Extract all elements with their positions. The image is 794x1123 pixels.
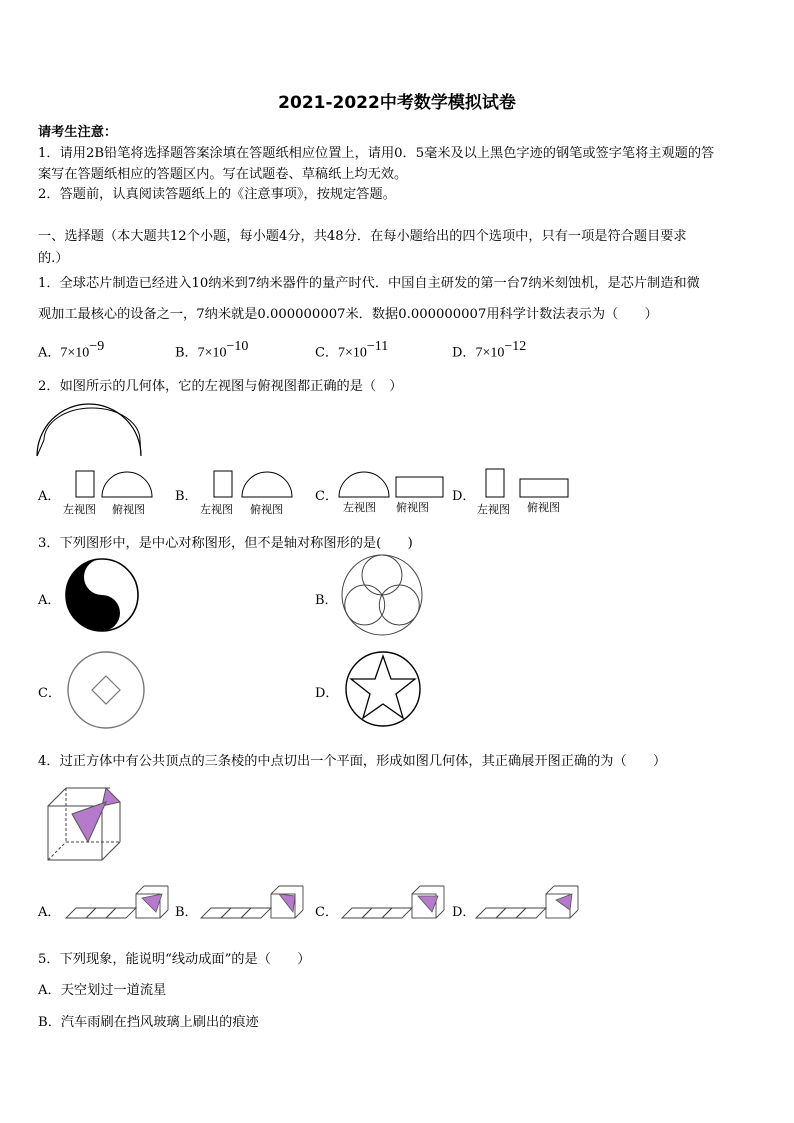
notice-line-1b: 案写在答题纸相应的答题区内。写在试题卷、草稿纸上均无效。	[38, 167, 408, 182]
option-exponent: −11	[366, 339, 389, 354]
q3-star-figure[interactable]	[344, 650, 424, 730]
q1-option-b[interactable]	[175, 339, 248, 361]
q2-d-top-caption: 俯视图	[527, 501, 560, 514]
option-label: A．	[38, 345, 61, 361]
q2-b-left-caption: 左视图	[200, 503, 233, 516]
notice-line-2: 2．答题前，认真阅读答题纸上的《注意事项》，按规定答题。	[38, 187, 396, 202]
q4-label-a[interactable]: A．	[38, 905, 61, 920]
q4-cube-figure	[44, 784, 126, 864]
q2-label-c[interactable]: C．	[315, 489, 338, 504]
section-heading-1: 一、选择题（本大题共12个小题，每小题4分，共48分．在每小题给出的四个选项中，只有一项是符合题目要求	[38, 229, 687, 244]
option-label: B．	[175, 345, 198, 361]
option-label: C．	[315, 345, 338, 361]
section-heading-2: 的.）	[38, 251, 69, 266]
q5-option-a[interactable]: A．天空划过一道流星	[38, 983, 167, 998]
q2-option-b-figure[interactable]	[210, 470, 295, 500]
q3-label-b[interactable]: B．	[315, 593, 338, 608]
q4-label-d[interactable]: D．	[452, 905, 476, 920]
option-base: 7×10	[197, 345, 227, 361]
q2-option-c-figure[interactable]	[338, 470, 446, 500]
q3-coin-figure[interactable]	[64, 648, 148, 732]
q3-yin-yang-figure[interactable]	[64, 556, 144, 636]
q3-label-c[interactable]: C．	[38, 686, 61, 701]
q2-a-top-caption: 俯视图	[112, 503, 145, 516]
page-title: 2021-2022中考数学模拟试卷	[278, 93, 516, 113]
q4-net-c-figure[interactable]	[340, 884, 450, 926]
option-base: 7×10	[475, 345, 505, 361]
q4-net-b-figure[interactable]	[199, 884, 309, 926]
q4-label-b[interactable]: B．	[175, 905, 198, 920]
q2-stem: 2．如图所示的几何体，它的左视图与俯视图都正确的是（ ）	[38, 379, 403, 394]
q2-c-left-caption: 左视图	[343, 501, 376, 514]
q4-label-c[interactable]: C．	[315, 905, 338, 920]
q3-label-a[interactable]: A．	[38, 593, 61, 608]
q2-b-top-caption: 俯视图	[250, 503, 283, 516]
q2-a-left-caption: 左视图	[63, 503, 96, 516]
q1-option-d[interactable]	[452, 339, 526, 361]
option-exponent: −12	[504, 339, 527, 354]
q2-label-d[interactable]: D．	[452, 489, 476, 504]
q2-option-d-figure[interactable]	[484, 468, 572, 500]
q3-three-circles-figure[interactable]	[338, 553, 426, 637]
q2-d-left-caption: 左视图	[477, 503, 510, 516]
q2-label-a[interactable]: A．	[38, 489, 61, 504]
q2-c-top-caption: 俯视图	[396, 501, 429, 514]
q1-stem-line1: 1．全球芯片制造已经进入10纳米到7纳米器件的量产时代．中国自主研发的第一台7纳米刻蚀机，是芯片制造和微	[38, 276, 700, 291]
q3-stem: 3．下列图形中，是中心对称图形，但不是轴对称图形的是( )	[38, 536, 413, 551]
q1-option-c[interactable]	[315, 339, 388, 361]
q5-stem: 5．下列现象，能说明“线动成面”的是（ ）	[38, 952, 311, 967]
option-base: 7×10	[60, 345, 90, 361]
q1-stem-line2: 观加工最核心的设备之一，7纳米就是0.000000007米．数据0.000000007用科学计数法表示为（ ）	[38, 307, 658, 322]
q3-label-d[interactable]: D．	[315, 686, 339, 701]
option-label: D．	[452, 345, 476, 361]
q4-net-d-figure[interactable]	[474, 884, 584, 926]
q2-option-a-figure[interactable]	[74, 470, 154, 500]
q2-label-b[interactable]: B．	[175, 489, 198, 504]
option-exponent: −10	[226, 339, 249, 354]
option-base: 7×10	[337, 345, 367, 361]
q4-net-a-figure[interactable]	[64, 884, 174, 926]
notice-line-1a: 1．请用2B铅笔将选择题答案涂填在答题纸相应位置上，请用0．5毫米及以上黑色字迹的钢笔或签字笔将主观题的答	[38, 146, 715, 161]
q5-option-b[interactable]: B．汽车雨刷在挡风玻璃上刷出的痕迹	[38, 1015, 259, 1030]
q4-stem: 4．过正方体中有公共顶点的三条棱的中点切出一个平面，形成如图几何体，其正确展开图正确的为（ ）	[38, 754, 667, 769]
q1-option-a[interactable]	[38, 339, 104, 361]
notice-heading: 请考生注意：	[38, 125, 118, 140]
option-exponent: −9	[89, 339, 105, 354]
q2-solid-figure	[36, 398, 148, 460]
